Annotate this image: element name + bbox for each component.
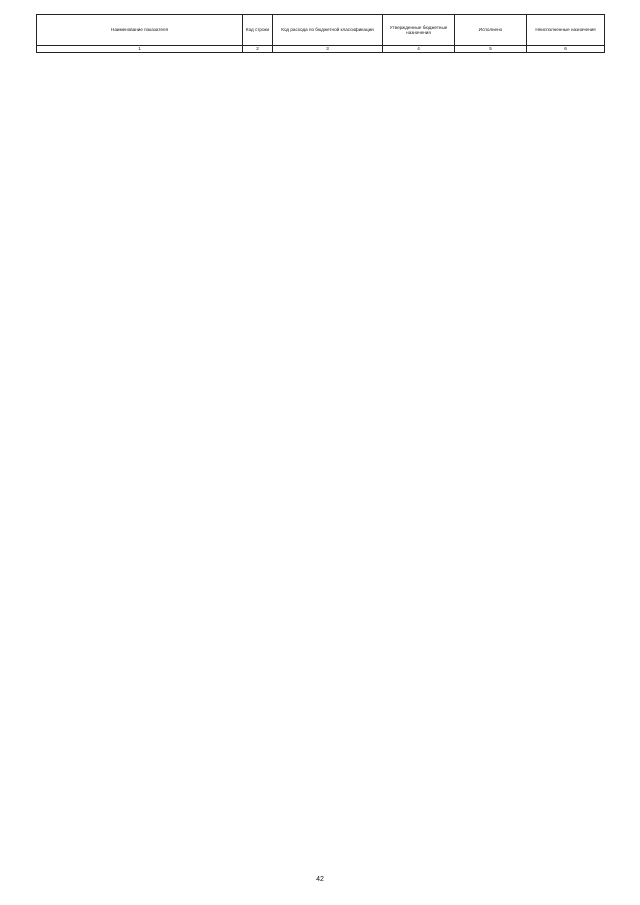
header-unexecuted-appropriations: Неисполненные назначения [527, 15, 605, 46]
report-page [36, 14, 604, 884]
budget-execution-table [36, 14, 605, 53]
table-header-row [37, 15, 605, 46]
column-number: 3 [273, 46, 383, 53]
column-number: 5 [455, 46, 527, 53]
header-row-code: Код строки [243, 15, 273, 46]
page-number: 42 [316, 876, 324, 883]
header-approved-appropriations: Утвержденные бюджетные назначения [383, 15, 455, 46]
column-number: 2 [243, 46, 273, 53]
header-indicator-name: Наименование показателя [37, 15, 243, 46]
column-number: 6 [527, 46, 605, 53]
column-number-row [37, 46, 605, 53]
table-body [37, 46, 605, 53]
header-budget-classification-code: Код расхода по бюджетной классификации [273, 15, 383, 46]
header-executed: Исполнено [455, 15, 527, 46]
column-number: 1 [37, 46, 243, 53]
column-number: 4 [383, 46, 455, 53]
